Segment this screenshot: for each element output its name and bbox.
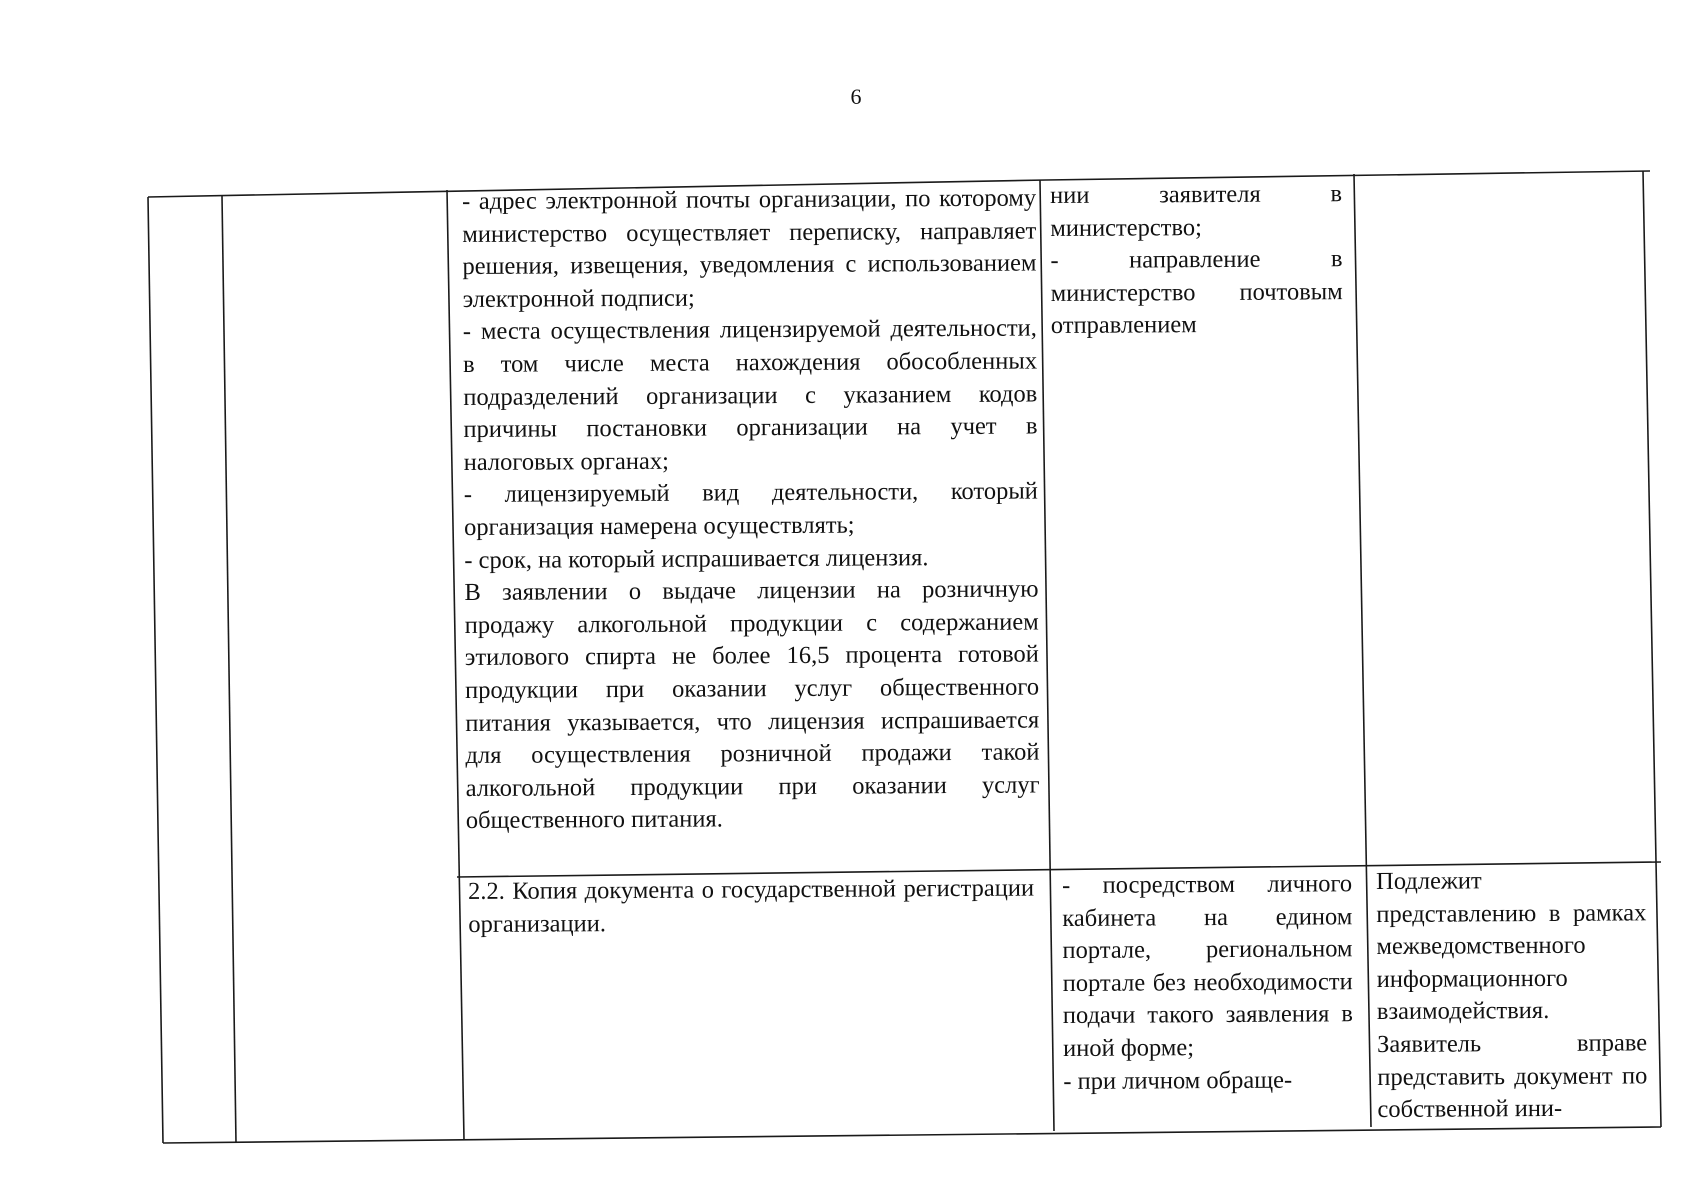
- row1-requirement-term: - срок, на который испрашивается лицензия.: [464, 543, 929, 574]
- row2-method-in-person: - при личном обраще-: [1063, 1066, 1293, 1095]
- column-divider-4: [1354, 174, 1371, 1127]
- row2-method-portal: - посредством личного кабинета на едином портале, региональном портале без необходимости подачи такого заявления в иной форме;: [1062, 870, 1353, 1062]
- table-left-border: [148, 197, 163, 1143]
- row2-note-interagency: Подлежит представлению в рамках межведомственного информационного взаимодействия.: [1376, 867, 1647, 1026]
- row1-requirement-catering: В заявлении о выдаче лицензии на розничную продажу алкогольной продукции с содержанием этилового спирта не более 16,5 процента готовой продукции при оказании услуг общественного питания указывается, что лицензия испрашивается для осуществления розничной продажи такой алкогольной продукции при оказании услуг общественного питания.: [464, 575, 1040, 835]
- row1-method-mail: - направление в министерство почтовым отправлением: [1050, 245, 1343, 340]
- row1-method-in-person: нии заявителя в министерство;: [1050, 180, 1343, 242]
- row2-methods-cell: [1062, 868, 1353, 1098]
- row1-requirements-cell: [462, 182, 1040, 837]
- column-divider-2: [447, 190, 464, 1140]
- row2-document-title: 2.2. Копия документа о государственной регистрации организации.: [468, 874, 1035, 938]
- page-number: 6: [850, 84, 862, 109]
- row1-requirement-activity: - лицензируемый вид деятельности, который организация намерена осуществлять;: [463, 477, 1038, 541]
- row1-requirement-email: - адрес электронной почты организации, по которому министерство осуществляет переписку, направляет решения, извещения, уведомления с использованием электронной подписи;: [462, 184, 1037, 313]
- row1-methods-cell: [1050, 178, 1343, 343]
- column-divider-1: [222, 196, 236, 1143]
- table-bottom-border: [163, 1127, 1661, 1143]
- row2-document-cell: [468, 873, 1034, 942]
- row2-note-applicant-right: Заявитель вправе представить документ по собственной ини-: [1377, 1029, 1648, 1124]
- row2-note-cell: [1376, 864, 1648, 1126]
- row1-requirement-locations: - места осуществления лицензируемой деятельности, в том числе места нахождения обособленных подразделений организации с указанием кодов причины постановки организации на учет в налоговых органах;: [462, 314, 1038, 476]
